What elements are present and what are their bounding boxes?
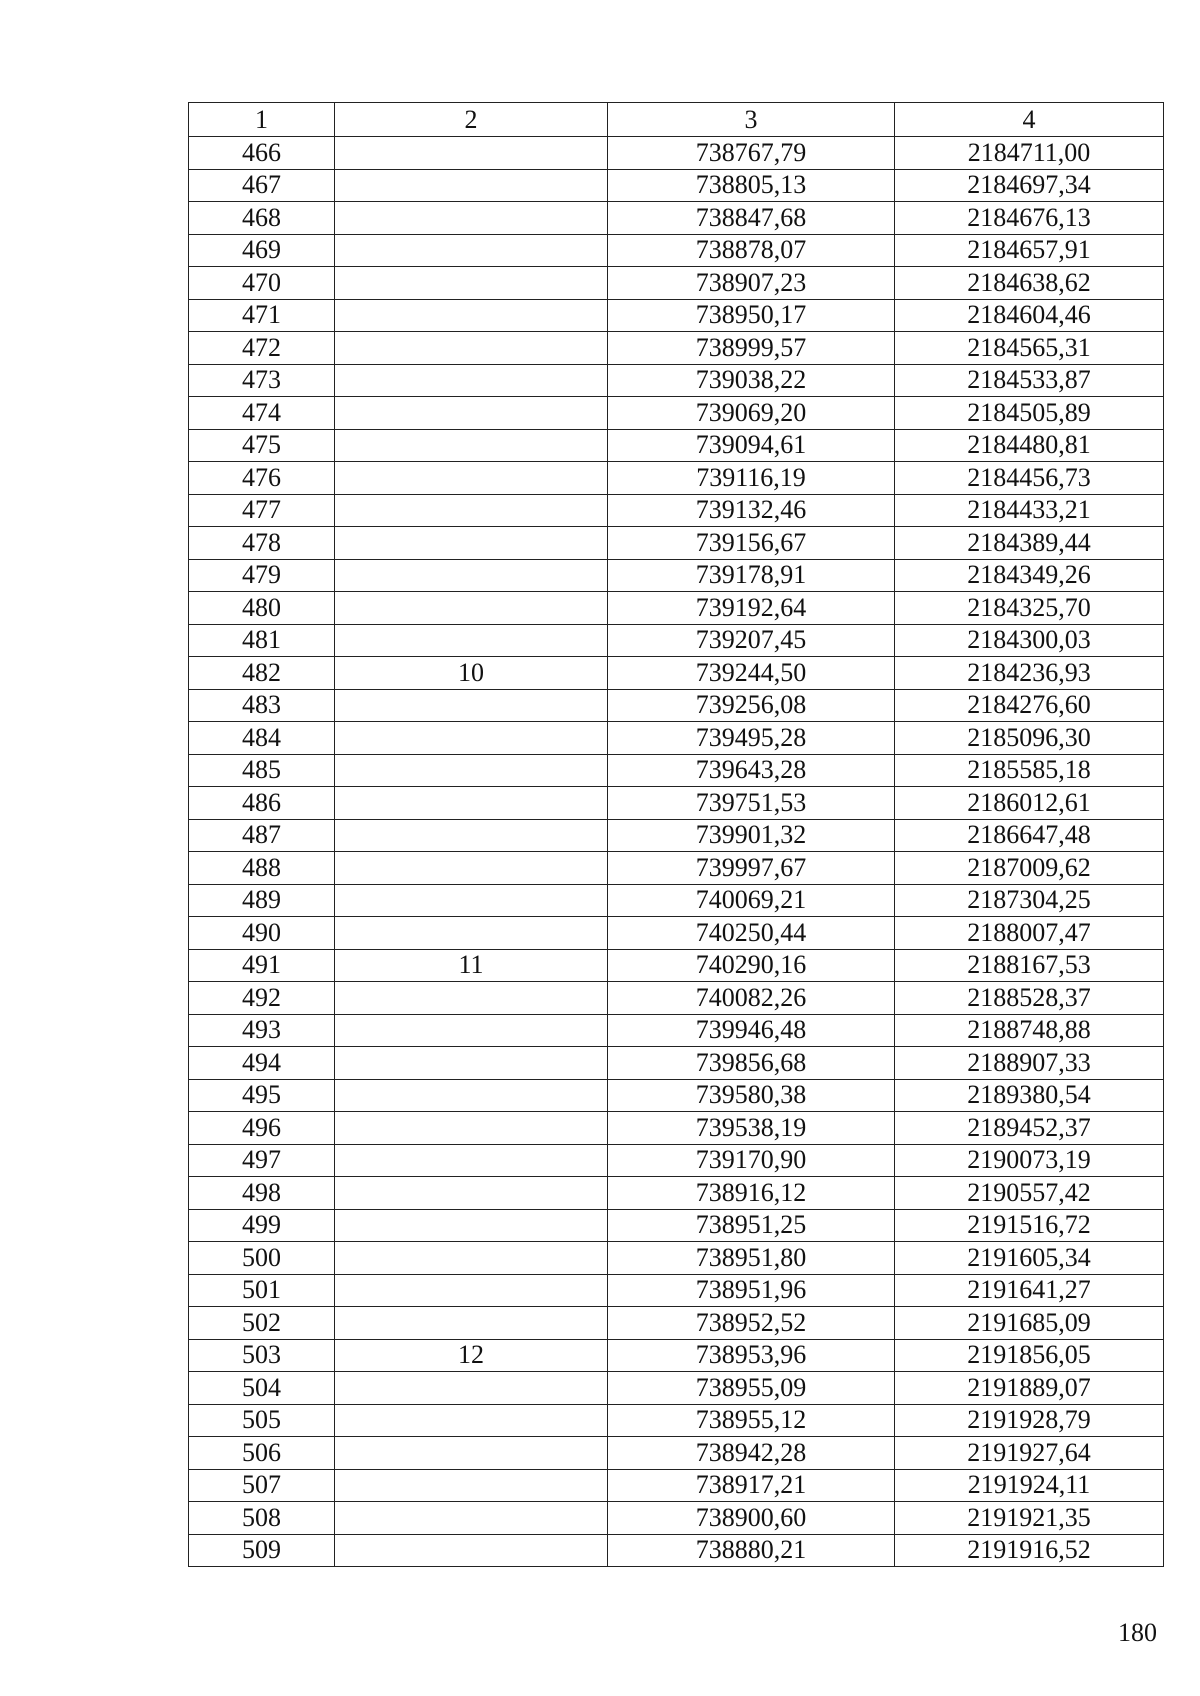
column-header-3: 3 [608, 103, 895, 137]
y-coordinate-cell: 2184676,13 [895, 202, 1164, 235]
table-row [189, 462, 1164, 495]
y-coordinate-cell: 2189452,37 [895, 1112, 1164, 1145]
x-coordinate-cell: 739901,32 [608, 819, 895, 852]
section-number-cell [335, 527, 608, 560]
table-row [189, 429, 1164, 462]
x-coordinate-cell: 738955,09 [608, 1372, 895, 1405]
x-coordinate-cell: 739244,50 [608, 657, 895, 690]
x-coordinate-cell: 738847,68 [608, 202, 895, 235]
x-coordinate-cell: 738900,60 [608, 1502, 895, 1535]
section-number-cell [335, 1014, 608, 1047]
table-row [189, 267, 1164, 300]
point-number-cell: 495 [189, 1079, 335, 1112]
section-number-cell [335, 332, 608, 365]
table-row [189, 982, 1164, 1015]
section-number-cell [335, 624, 608, 657]
section-number-cell [335, 1274, 608, 1307]
column-header-4: 4 [895, 103, 1164, 137]
y-coordinate-cell: 2191924,11 [895, 1469, 1164, 1502]
point-number-cell: 509 [189, 1534, 335, 1567]
x-coordinate-cell: 739132,46 [608, 494, 895, 527]
table-row [189, 917, 1164, 950]
y-coordinate-cell: 2189380,54 [895, 1079, 1164, 1112]
point-number-cell: 494 [189, 1047, 335, 1080]
y-coordinate-cell: 2188007,47 [895, 917, 1164, 950]
table-row [189, 1404, 1164, 1437]
y-coordinate-cell: 2184657,91 [895, 234, 1164, 267]
section-number-cell [335, 982, 608, 1015]
point-number-cell: 479 [189, 559, 335, 592]
x-coordinate-cell: 738950,17 [608, 299, 895, 332]
point-number-cell: 505 [189, 1404, 335, 1437]
table-row [189, 1144, 1164, 1177]
section-number-cell [335, 137, 608, 170]
point-number-cell: 471 [189, 299, 335, 332]
y-coordinate-cell: 2184456,73 [895, 462, 1164, 495]
point-number-cell: 492 [189, 982, 335, 1015]
table-row [189, 1079, 1164, 1112]
x-coordinate-cell: 738999,57 [608, 332, 895, 365]
table-row [189, 1534, 1164, 1567]
table-body [189, 137, 1164, 1567]
section-number-cell: 11 [335, 949, 608, 982]
y-coordinate-cell: 2184505,89 [895, 397, 1164, 430]
y-coordinate-cell: 2191685,09 [895, 1307, 1164, 1340]
point-number-cell: 488 [189, 852, 335, 885]
y-coordinate-cell: 2191921,35 [895, 1502, 1164, 1535]
point-number-cell: 490 [189, 917, 335, 950]
point-number-cell: 493 [189, 1014, 335, 1047]
y-coordinate-cell: 2184697,34 [895, 169, 1164, 202]
table-row [189, 884, 1164, 917]
y-coordinate-cell: 2184349,26 [895, 559, 1164, 592]
y-coordinate-cell: 2188907,33 [895, 1047, 1164, 1080]
x-coordinate-cell: 738953,96 [608, 1339, 895, 1372]
section-number-cell [335, 1534, 608, 1567]
section-number-cell [335, 462, 608, 495]
section-number-cell [335, 1112, 608, 1145]
y-coordinate-cell: 2184300,03 [895, 624, 1164, 657]
x-coordinate-cell: 738955,12 [608, 1404, 895, 1437]
y-coordinate-cell: 2191927,64 [895, 1437, 1164, 1470]
y-coordinate-cell: 2191889,07 [895, 1372, 1164, 1405]
table-row [189, 949, 1164, 982]
x-coordinate-cell: 738942,28 [608, 1437, 895, 1470]
table-row [189, 852, 1164, 885]
x-coordinate-cell: 740290,16 [608, 949, 895, 982]
section-number-cell: 10 [335, 657, 608, 690]
table-row [189, 202, 1164, 235]
table-row [189, 1177, 1164, 1210]
section-number-cell [335, 1437, 608, 1470]
section-number-cell [335, 267, 608, 300]
y-coordinate-cell: 2184433,21 [895, 494, 1164, 527]
x-coordinate-cell: 738951,25 [608, 1209, 895, 1242]
section-number-cell [335, 917, 608, 950]
y-coordinate-cell: 2184276,60 [895, 689, 1164, 722]
section-number-cell [335, 1469, 608, 1502]
table-row [189, 169, 1164, 202]
column-header-1: 1 [189, 103, 335, 137]
section-number-cell [335, 787, 608, 820]
section-number-cell [335, 884, 608, 917]
table-row [189, 364, 1164, 397]
y-coordinate-cell: 2186647,48 [895, 819, 1164, 852]
table-row [189, 1112, 1164, 1145]
section-number-cell [335, 299, 608, 332]
point-number-cell: 487 [189, 819, 335, 852]
x-coordinate-cell: 738952,52 [608, 1307, 895, 1340]
section-number-cell [335, 1047, 608, 1080]
x-coordinate-cell: 739156,67 [608, 527, 895, 560]
section-number-cell [335, 1372, 608, 1405]
point-number-cell: 498 [189, 1177, 335, 1210]
point-number-cell: 508 [189, 1502, 335, 1535]
x-coordinate-cell: 738916,12 [608, 1177, 895, 1210]
y-coordinate-cell: 2184565,31 [895, 332, 1164, 365]
section-number-cell [335, 559, 608, 592]
table-row [189, 787, 1164, 820]
table-row [189, 1502, 1164, 1535]
point-number-cell: 467 [189, 169, 335, 202]
y-coordinate-cell: 2188167,53 [895, 949, 1164, 982]
y-coordinate-cell: 2190073,19 [895, 1144, 1164, 1177]
x-coordinate-cell: 739094,61 [608, 429, 895, 462]
table-row [189, 819, 1164, 852]
table-row [189, 527, 1164, 560]
point-number-cell: 499 [189, 1209, 335, 1242]
x-coordinate-cell: 739997,67 [608, 852, 895, 885]
point-number-cell: 474 [189, 397, 335, 430]
point-number-cell: 477 [189, 494, 335, 527]
point-number-cell: 468 [189, 202, 335, 235]
y-coordinate-cell: 2185096,30 [895, 722, 1164, 755]
x-coordinate-cell: 740069,21 [608, 884, 895, 917]
x-coordinate-cell: 739580,38 [608, 1079, 895, 1112]
section-number-cell [335, 592, 608, 625]
y-coordinate-cell: 2184533,87 [895, 364, 1164, 397]
x-coordinate-cell: 738878,07 [608, 234, 895, 267]
y-coordinate-cell: 2188528,37 [895, 982, 1164, 1015]
section-number-cell [335, 202, 608, 235]
point-number-cell: 507 [189, 1469, 335, 1502]
y-coordinate-cell: 2191856,05 [895, 1339, 1164, 1372]
point-number-cell: 472 [189, 332, 335, 365]
x-coordinate-cell: 739170,90 [608, 1144, 895, 1177]
y-coordinate-cell: 2184480,81 [895, 429, 1164, 462]
y-coordinate-cell: 2184604,46 [895, 299, 1164, 332]
point-number-cell: 478 [189, 527, 335, 560]
y-coordinate-cell: 2186012,61 [895, 787, 1164, 820]
point-number-cell: 485 [189, 754, 335, 787]
section-number-cell [335, 1209, 608, 1242]
x-coordinate-cell: 739178,91 [608, 559, 895, 592]
section-number-cell [335, 1079, 608, 1112]
x-coordinate-cell: 738767,79 [608, 137, 895, 170]
section-number-cell [335, 494, 608, 527]
table-row [189, 1209, 1164, 1242]
table-row [189, 624, 1164, 657]
table-row [189, 559, 1164, 592]
y-coordinate-cell: 2191916,52 [895, 1534, 1164, 1567]
x-coordinate-cell: 738907,23 [608, 267, 895, 300]
y-coordinate-cell: 2187009,62 [895, 852, 1164, 885]
section-number-cell [335, 397, 608, 430]
point-number-cell: 475 [189, 429, 335, 462]
section-number-cell [335, 429, 608, 462]
section-number-cell [335, 1177, 608, 1210]
point-number-cell: 486 [189, 787, 335, 820]
x-coordinate-cell: 740082,26 [608, 982, 895, 1015]
table-row [189, 1274, 1164, 1307]
section-number-cell [335, 819, 608, 852]
header-row [189, 103, 1164, 137]
point-number-cell: 503 [189, 1339, 335, 1372]
point-number-cell: 469 [189, 234, 335, 267]
section-number-cell [335, 234, 608, 267]
table-row [189, 1339, 1164, 1372]
point-number-cell: 480 [189, 592, 335, 625]
section-number-cell: 12 [335, 1339, 608, 1372]
table-row [189, 1014, 1164, 1047]
point-number-cell: 466 [189, 137, 335, 170]
table-row [189, 1047, 1164, 1080]
point-number-cell: 481 [189, 624, 335, 657]
point-number-cell: 506 [189, 1437, 335, 1470]
y-coordinate-cell: 2191928,79 [895, 1404, 1164, 1437]
y-coordinate-cell: 2190557,42 [895, 1177, 1164, 1210]
point-number-cell: 501 [189, 1274, 335, 1307]
x-coordinate-cell: 738951,80 [608, 1242, 895, 1275]
x-coordinate-cell: 739538,19 [608, 1112, 895, 1145]
section-number-cell [335, 169, 608, 202]
y-coordinate-cell: 2187304,25 [895, 884, 1164, 917]
point-number-cell: 502 [189, 1307, 335, 1340]
table-row [189, 234, 1164, 267]
y-coordinate-cell: 2191641,27 [895, 1274, 1164, 1307]
table-row [189, 1437, 1164, 1470]
x-coordinate-cell: 739116,19 [608, 462, 895, 495]
y-coordinate-cell: 2191605,34 [895, 1242, 1164, 1275]
table-row [189, 1469, 1164, 1502]
x-coordinate-cell: 739207,45 [608, 624, 895, 657]
table-row [189, 397, 1164, 430]
section-number-cell [335, 1404, 608, 1437]
point-number-cell: 476 [189, 462, 335, 495]
point-number-cell: 500 [189, 1242, 335, 1275]
table-row [189, 1307, 1164, 1340]
table-row [189, 657, 1164, 690]
y-coordinate-cell: 2184236,93 [895, 657, 1164, 690]
x-coordinate-cell: 739495,28 [608, 722, 895, 755]
x-coordinate-cell: 739192,64 [608, 592, 895, 625]
y-coordinate-cell: 2185585,18 [895, 754, 1164, 787]
x-coordinate-cell: 739069,20 [608, 397, 895, 430]
table-row [189, 137, 1164, 170]
x-coordinate-cell: 740250,44 [608, 917, 895, 950]
x-coordinate-cell: 739038,22 [608, 364, 895, 397]
section-number-cell [335, 1307, 608, 1340]
y-coordinate-cell: 2184389,44 [895, 527, 1164, 560]
x-coordinate-cell: 738951,96 [608, 1274, 895, 1307]
table-row [189, 332, 1164, 365]
point-number-cell: 473 [189, 364, 335, 397]
point-number-cell: 483 [189, 689, 335, 722]
table-row [189, 1372, 1164, 1405]
x-coordinate-cell: 739643,28 [608, 754, 895, 787]
x-coordinate-cell: 739751,53 [608, 787, 895, 820]
x-coordinate-cell: 738805,13 [608, 169, 895, 202]
section-number-cell [335, 722, 608, 755]
y-coordinate-cell: 2184325,70 [895, 592, 1164, 625]
table-row [189, 754, 1164, 787]
section-number-cell [335, 1144, 608, 1177]
point-number-cell: 504 [189, 1372, 335, 1405]
y-coordinate-cell: 2184638,62 [895, 267, 1164, 300]
page-number: 180 [1118, 1618, 1157, 1647]
table-row [189, 494, 1164, 527]
table-header [189, 103, 1164, 137]
point-number-cell: 497 [189, 1144, 335, 1177]
section-number-cell [335, 852, 608, 885]
x-coordinate-cell: 739946,48 [608, 1014, 895, 1047]
section-number-cell [335, 1242, 608, 1275]
point-number-cell: 491 [189, 949, 335, 982]
y-coordinate-cell: 2188748,88 [895, 1014, 1164, 1047]
y-coordinate-cell: 2184711,00 [895, 137, 1164, 170]
table-row [189, 1242, 1164, 1275]
x-coordinate-cell: 738917,21 [608, 1469, 895, 1502]
point-number-cell: 470 [189, 267, 335, 300]
x-coordinate-cell: 739256,08 [608, 689, 895, 722]
table-row [189, 592, 1164, 625]
x-coordinate-cell: 738880,21 [608, 1534, 895, 1567]
section-number-cell [335, 754, 608, 787]
table-row [189, 299, 1164, 332]
table-row [189, 689, 1164, 722]
y-coordinate-cell: 2191516,72 [895, 1209, 1164, 1242]
point-number-cell: 482 [189, 657, 335, 690]
column-header-2: 2 [335, 103, 608, 137]
point-number-cell: 484 [189, 722, 335, 755]
point-number-cell: 496 [189, 1112, 335, 1145]
table-row [189, 722, 1164, 755]
section-number-cell [335, 364, 608, 397]
point-number-cell: 489 [189, 884, 335, 917]
section-number-cell [335, 689, 608, 722]
x-coordinate-cell: 739856,68 [608, 1047, 895, 1080]
coordinates-table [188, 102, 1164, 1567]
section-number-cell [335, 1502, 608, 1535]
